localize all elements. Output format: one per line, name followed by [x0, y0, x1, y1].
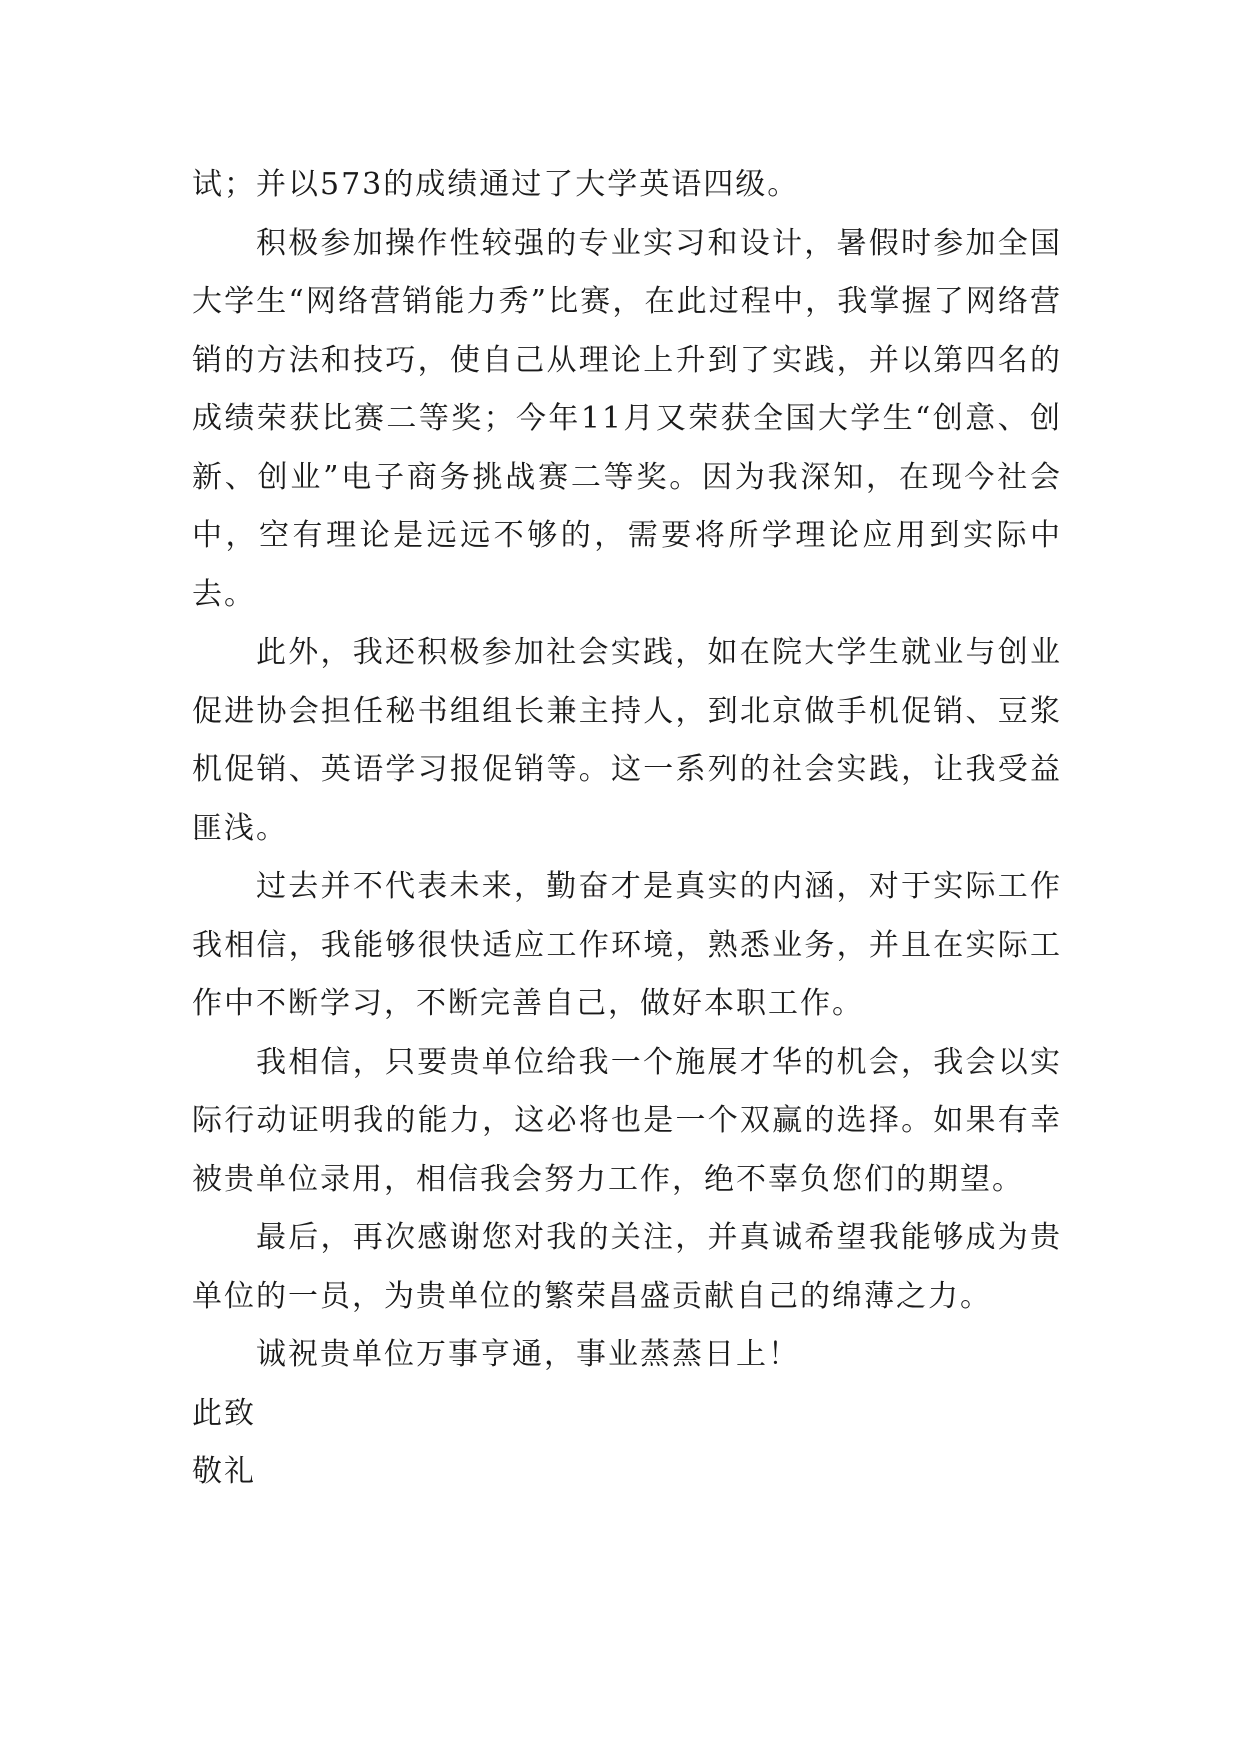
paragraph-wishes: 诚祝贵单位万事亨通，事业蒸蒸日上！: [256, 1337, 800, 1372]
closing-salutation: 此致: [192, 1395, 256, 1431]
paragraph-opportunity: 我相信，只要贵单位给我一个施展才华的机会，我会以实际行动证明我的能力，这必将也是一个双赢的选择。如果有幸被贵单位录用，相信我会努力工作，绝不辜负您们的期望。: [192, 1044, 1062, 1197]
closing-regards: 敬礼: [192, 1454, 256, 1489]
paragraph-exam-results: 试；并以573的成绩通过了大学英语四级。: [192, 167, 800, 202]
paragraph-competitions: 积极参加操作性较强的专业实习和设计，暑假时参加全国大学生“网络营销能力秀”比赛，在此过程中，我掌握了网络营销的方法和技巧，使自己从理论上升到了实践，并以第四名的成绩荣获比赛二等奖；今年11月又荣获全国大学生“创意、创新、创业”电子商务挑战赛二等奖。因为我深知，在现今社会中，空有理论是远远不够的，需要将所学理论应用到实际中去。: [192, 225, 1062, 612]
letter-body: [192, 156, 1062, 1502]
paragraph-social-practice: 此外，我还积极参加社会实践，如在院大学生就业与创业促进协会担任秘书组组长兼主持人，到北京做手机促销、豆浆机促销、英语学习报促销等。这一系列的社会实践，让我受益匪浅。: [192, 635, 1062, 846]
paragraph-thanks: 最后，再次感谢您对我的关注，并真诚希望我能够成为贵单位的一员，为贵单位的繁荣昌盛贡献自己的绵薄之力。: [192, 1220, 1062, 1314]
paragraph-work-attitude: 过去并不代表未来，勤奋才是真实的内涵，对于实际工作我相信，我能够很快适应工作环境，熟悉业务，并且在实际工作中不断学习，不断完善自己，做好本职工作。: [192, 869, 1062, 1021]
